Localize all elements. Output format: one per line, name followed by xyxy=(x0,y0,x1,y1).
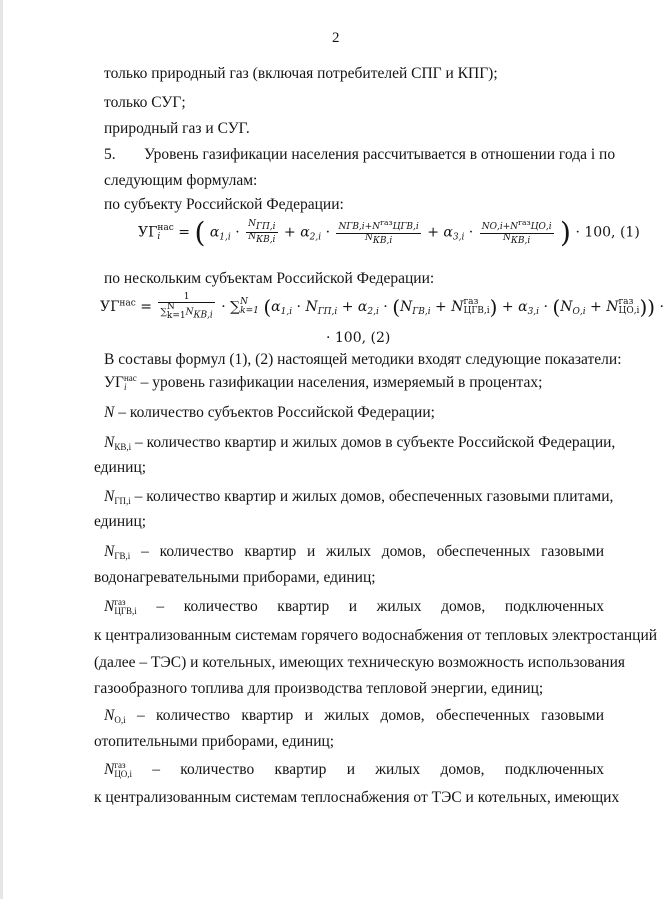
text-line: по нескольким субъектам Российской Федерации: xyxy=(104,270,435,287)
text-line: только природный газ (включая потребителей СПГ и КПГ); xyxy=(104,65,498,82)
scan-edge xyxy=(0,0,3,899)
text-line: только СУГ; xyxy=(104,94,186,111)
definition-line: N – количество субъектов Российской Федерации; xyxy=(104,404,435,421)
symbol: УГ xyxy=(104,374,124,391)
text-line: единиц; xyxy=(94,459,147,476)
paragraph-number: 5. xyxy=(104,146,116,163)
text-line: природный газ и СУГ. xyxy=(104,120,250,137)
text-line: газообразного топлива для производства тепловой энергии, единиц; xyxy=(94,680,544,697)
text-line: к централизованным системам теплоснабжения от ТЭС и котельных, имеющих xyxy=(94,789,620,806)
definition-line: $N_{ГВ,i}$ – количество квартир и жилых домов, обеспеченных газовыми xyxy=(104,543,604,561)
definition-line: $N_{КВ,i}$ – количество квартир и жилых домов в субъекте Российской Федерации, xyxy=(104,434,616,452)
text-line: водонагревательными приборами, единиц; xyxy=(94,569,376,586)
formula-2: $УГ^{нас}$ = 1 ∑ N k=1 NКВ,i · ∑ N k=1 ($\alpha_{1,i} \cdot N_{ГП,i} + \alpha_{2,i} \cdot (N_{ГВ,i} + N$ газ ЦГВ,i ) + $\alpha_{3,i} \cdot (N_{О,i} + N$ газ ЦО,i )) · xyxy=(100,292,664,322)
definition-line: $N_{О,i}$ – количество квартир и жилых домов, обеспеченных газовыми xyxy=(104,707,604,725)
text-line: следующим формулам: xyxy=(104,172,258,189)
text-line: отопительными приборами, единиц; xyxy=(94,733,335,750)
formula-1: УГ нас i = ( $\alpha_{1,i}$ · $\frac{\text{NГП,i}}{\text{NКВ,i}}$ + $\alpha_{2,i}$ · $\frac{NГВ,i+N^{газ}ЦГВ,i}{\text{NКВ,i}}$ + $\alpha_{3,i}$ · $\frac{NО,i+N^{газ}ЦО,i}{\text{NКВ,i}}$ ) · 100, (1) xyxy=(138,216,640,249)
text-line: по субъекту Российской Федерации: xyxy=(104,196,344,213)
definition-line: N газ ЦГВ,i – количество квартир и жилых домов, подключенных xyxy=(104,597,604,617)
text-line: (далее – ТЭС) и котельных, имеющих техническую возможность использования xyxy=(94,654,626,671)
formula-2-tail: · 100, (2) xyxy=(326,330,391,346)
definition-line: $N_{ГП,i}$ – количество квартир и жилых домов, обеспеченных газовыми плитами, xyxy=(104,488,614,506)
definition-line: N газ ЦО,i – количество квартир и жилых домов, подключенных xyxy=(104,760,604,780)
definition-line: УГ нас i – уровень газификации населения, измеряемый в процентах; xyxy=(104,373,543,393)
text-line: Уровень газификации населения рассчитывается в отношении года i по xyxy=(144,146,616,163)
page-number: 2 xyxy=(332,30,340,46)
text-line: к централизованным системам горячего водоснабжения от тепловых электростанций xyxy=(94,627,658,644)
symbol: N xyxy=(104,404,115,421)
text-line: единиц; xyxy=(94,513,147,530)
text-line: В составы формул (1), (2) настоящей методики входят следующие показатели: xyxy=(104,351,622,368)
